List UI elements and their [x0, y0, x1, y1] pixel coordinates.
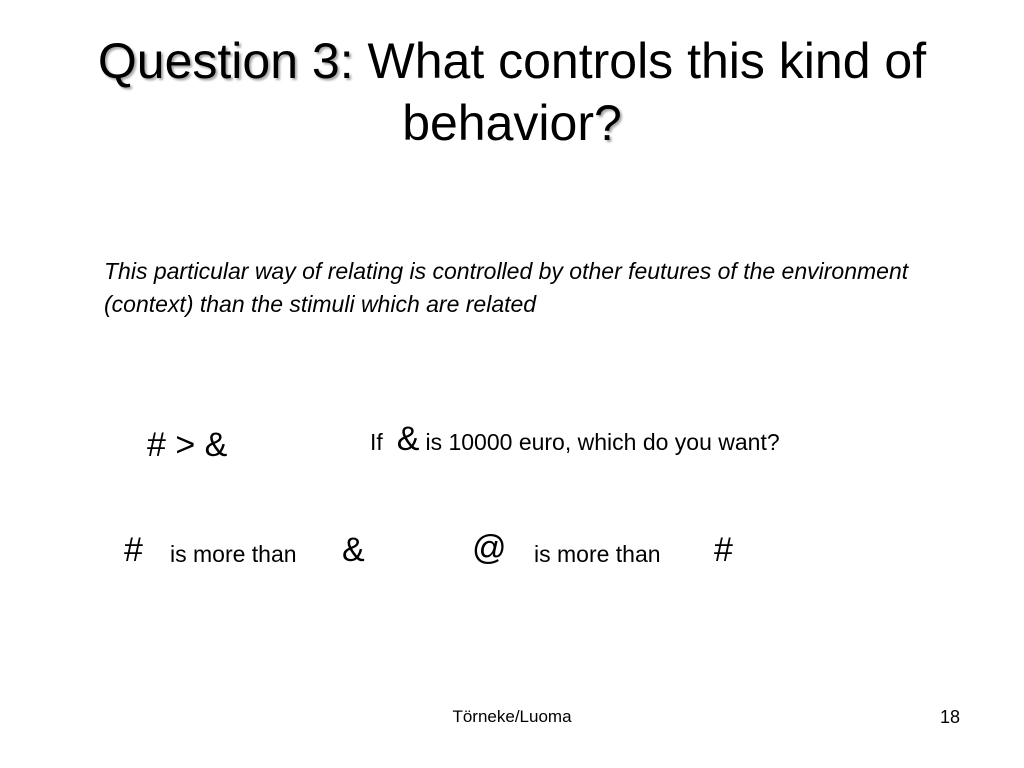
slide-title: [40, 30, 984, 154]
example-row-1: [0, 420, 1024, 480]
right-subject-symbol: @: [472, 529, 507, 567]
title-question-label: Question 3:: [97, 33, 354, 89]
relation-expression: # > &: [147, 426, 228, 464]
left-relation-text: is more than: [170, 541, 297, 567]
body-paragraph: This particular way of relating is controlled by other feutures of the environment (context) than the stimuli which are related: [104, 258, 909, 317]
footer-author: Törneke/Luoma: [452, 707, 572, 726]
title-question-mark: ?: [593, 95, 622, 151]
question-line: [370, 420, 780, 459]
example-row-2: [0, 525, 1024, 585]
right-relation-text: is more than: [534, 541, 661, 567]
if-word: If: [370, 429, 383, 455]
left-subject-symbol: #: [124, 531, 143, 569]
page-number: 18: [940, 707, 961, 727]
if-symbol: &: [396, 420, 420, 458]
left-object-symbol: &: [342, 531, 365, 569]
if-rest: is 10000 euro, which do you want?: [425, 429, 780, 455]
title-text: What controls this kind of behavior: [353, 33, 927, 151]
right-object-symbol: #: [714, 531, 733, 569]
